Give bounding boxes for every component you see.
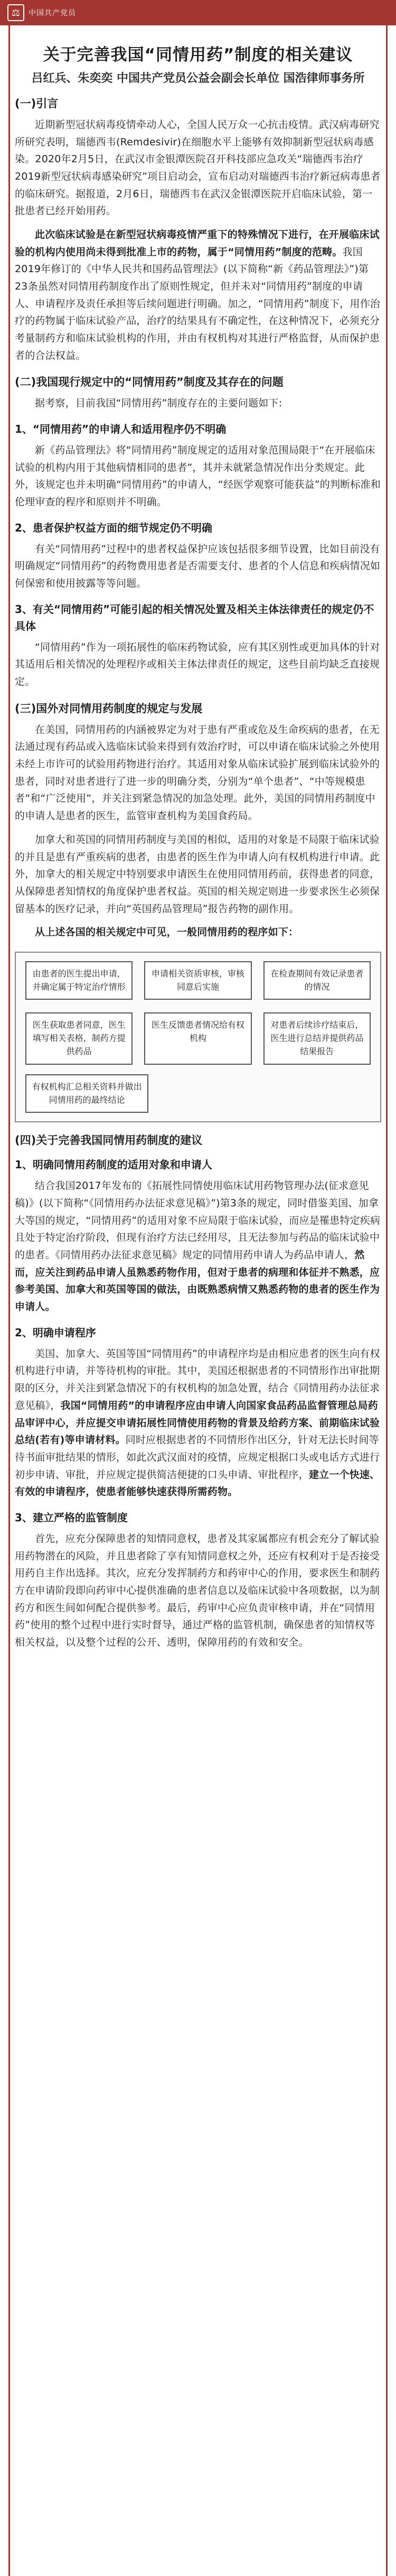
section-heading-suggestions: (四)关于完善我国同情用药制度的建议 <box>15 1134 203 1147</box>
intro-paragraph-1: 近期新型冠状病毒疫情牵动人心，全国人民万众一心抗击疫情。武汉病毒研究所研究表明，瑞德西韦(Remdesivir)在细胞水平上能够有效抑制新型冠状病毒感染。2020年2月5日，在武汉市金银潭医院召开科技部应急攻关“瑞德西韦治疗2019新型冠状病毒感染研究”项目启动会，宣布启动对瑞德西韦治疗新冠病毒患者的临床研究。据报道，2月6日，瑞德西韦在武汉金银潭医院开启临床试验，第一批患者已经开始用药。 <box>15 119 381 217</box>
section-heading-foreign: (三)国外对同情用药制度的规定与发展 <box>15 702 203 715</box>
intro-bold-text: 此次临床试验是在新型冠状病毒疫情严重下的特殊情况下进行，在开展临床试验的机构内使用尚未得到批准上市的药物，属于“同情用药”制度的范畴。 <box>15 229 380 258</box>
article <box>15 33 381 2569</box>
section-heading-intro: (一)引言 <box>15 97 59 110</box>
suggestion-3-heading: 3、建立严格的监管制度 <box>15 1511 128 1524</box>
left-border <box>8 25 10 2576</box>
problems-intro: 据考察，目前我国“同情用药”制度存在的主要问题如下: <box>35 397 282 410</box>
problem-3-heading: 3、有关“同情用药”可能引起的相关情况处置及相关主体法律责任的规定仍不具体 <box>15 602 374 633</box>
suggestion-2-text <box>15 1345 381 1501</box>
suggestion-2-bold-2: 建立一个快速、有效的申请程序，使患者能够快速获得所需药物。 <box>15 1468 380 1498</box>
section-heading-problems: (二)我国现行规定中的“同情用药”制度及其存在的问题 <box>15 376 284 389</box>
right-border <box>386 25 388 2576</box>
article-authors: 吕红兵、朱奕奕 中国共产党员公益会副会长单位 国浩律师事务所 <box>31 72 365 85</box>
article-title: 关于完善我国“同情用药”制度的相关建议 <box>43 45 353 64</box>
problem-3-text: “同情用药”作为一项拓展性的临床药物试验，应有其区别性或更加具体的针对其适用后相关情况的处理程序或相关主体法律责任的规定，这些目前均缺乏直接规定。 <box>15 641 380 688</box>
foreign-bold-text: 从上述各国的相关规定中可见，一般同情用药的程序如下： <box>35 926 299 938</box>
suggestion-2-heading: 2、明确申请程序 <box>15 1326 96 1339</box>
header-band <box>0 0 396 25</box>
problem-2-text: 有关“同情用药”过程中的患者权益保护应该包括很多细节设置，比如目前没有明确规定“同情用药”的药物费用患者是否需要支付、患者的个人信息和疾病情况如何保密和使用披露等等问题。 <box>15 543 381 590</box>
foreign-paragraph-1: 在美国，同情用药的内涵被界定为对于患有严重或危及生命疾病的患者，在无法通过现有药品或入选临床试验来得到有效治疗时，可以申请在临床试验之外使用未经上市许可的试验用药物进行治疗。其适用对象从临床试验扩展到临床试验外的患者，同时对患者进行了进一步的明确分类，分别为“单个患者”、“中等规模患者”和“广泛使用”，并关注到紧急情况的加急处理。此外，美国的同情用药制度中的申请人是患者的医生，监管审查机构为美国食药局。 <box>15 723 380 822</box>
header-logo <box>7 4 76 21</box>
flow-step-consent: 医生获取患者同意，医生填写相关表格，制药方提供药品 <box>25 1012 133 1064</box>
flow-step-record: 在检查期间有效记录患者的情况 <box>263 961 371 1000</box>
suggestion-1-text <box>15 1177 381 1315</box>
problem-1-heading: 1、“同情用药”的申请人和适用程序仍不明确 <box>15 423 227 436</box>
flow-step-report: 对患者后续诊疗结束后，医生进行总结并提供药品结果报告 <box>263 1012 371 1064</box>
suggestion-1-heading: 1、明确同情用药制度的适用对象和申请人 <box>15 1158 212 1171</box>
intro-rest-text: 我国2019年修订的《中华人民共和国药品管理法》(以下简称“新《药品管理法》”)第23条虽然对同情用药制度作出了原则性规定，但并未对“同情用药”制度的申请人、申请程序及责任承担等后续问题进行明确。加之，“同情用药”制度下，用作治疗的药物属于临床试验产品，治疗的结果具有不确定性，在这种情况下，必须充分考量制药方和临床试验机构的作用，并由有权机构对其进行严格监督，从而保护患者的合法权益。 <box>15 246 381 361</box>
flow-step-feedback: 医生反馈患者情况给有权机构 <box>144 1012 251 1064</box>
flow-step-apply: 由患者的医生提出申请，并确定属于特定治疗情形 <box>25 961 133 1000</box>
problem-2-heading: 2、患者保护权益方面的细节规定仍不明确 <box>15 521 212 534</box>
suggestion-1-pre: 结合我国2017年发布的《拓展性同情使用临床试用药物管理办法(征求意见稿)》(以下简称“《同情用药办法征求意见稿》”)第3条的规定，同时借鉴美国、加拿大等国的规定，“同情用药”的适用对象不应局限于临床试验，而应是罹患特定疾病且处于特定治疗阶段，但现有治疗方法已经用尽，且无法参加与药品的临床试验中的患者。《同情用药办法征求意见稿》规定的同情用药申请人为药品申请人， <box>15 1180 381 1261</box>
foreign-paragraph-2: 加拿大和英国的同情用药制度与美国的相似，适用的对象是不局限于临床试验的并且是患有严重疾病的患者，由患者的医生作为申请人向有权机构进行申请。此外，加拿大的相关规定中特别要求申请医生在使用同情用药前，获得患者的同意，从保障患者知情权的角度保护患者权益。英国的相关规定则进一步要求医生必须保留基本的医疗记录，并向“英国药品管理局”报告药物的副作用。 <box>15 833 380 915</box>
flow-step-review: 申请相关资质审核，审核同意后实施 <box>144 961 251 1000</box>
scale-icon: ⚖ <box>7 4 24 21</box>
suggestion-2-bold: 我国“同情用药”的申请程序应由申请人向国家食品药品监督管理总局药品审评中心，并应提交申请拓展性同情使用药物的背景及给药方案、前期临床试验总结(若有)等申请材料。 <box>15 1399 380 1446</box>
problem-1-text: 新《药品管理法》将“同情用药”制度规定的适用对象范围局限于“在开展临床试验的机构内用于其他病情相同的患者”，其并未就紧急情况作出分类规定。此外，该规定也并未明确“同情用药”的申请人，“经医学观察可能获益”的判断标准和伦理审查的程序和原则并不明确。 <box>15 444 381 508</box>
suggestion-2-pre: 美国、加拿大、英国等国“同情用药”的申请程序均是由相应患者的医生向有权机构进行申请，并等待机构的审批。其中，美国还根据患者的不同情形作出审批期限的区分，并关注到紧急情况下的有权机构的加急处置，结合《同情用药办法征求意见稿》， <box>15 1347 380 1411</box>
intro-paragraph-2 <box>15 226 381 364</box>
suggestion-1-bold: 然而，应关注到药品申请人虽熟悉药物作用，但对于患者的病理和体征并不熟悉，应参考美国、加拿大和英国等国的做法，由既熟悉病情又熟悉药物的患者的医生作为申请人。 <box>15 1249 380 1313</box>
foreign-paragraph-3 <box>15 924 381 941</box>
procedure-flowchart <box>15 952 381 1123</box>
suggestion-3-text: 首先，应充分保障患者的知情同意权，患者及其家属都应有机会充分了解试验用药物潜在的风险，并且患者除了享有知情同意权之外，还应有权利对于是否接受用药自主作出选择。其次，应充分发挥制药方和药审中心的作用，要求医生和制药方在申请阶段即向药审中心提供准确的患者信息以及临床试验中各项数据，以为制药方和医生间如何配合提供参考。最后，药审中心应负责审核申请，并在“同情用药”使用的整个过程中进行实时督导，通过严格的监管机制，确保患者的知情权等相关权益，以及整个过程的公开、透明，保障用药的有效和安全。 <box>15 1532 380 1648</box>
flow-step-conclusion: 有权机构汇总相关资料并做出同情用药的最终结论 <box>25 1074 148 1113</box>
suggestion-2-rest: 同时应根据患者的不同情形作出区分，针对无法长时间等待书面审批结果的情形，如此次武汉面对的疫情，应规定根据口头或电话方式进行初步申请、审批，并应规定提供简洁便捷的口头申请、审批程序， <box>15 1434 380 1481</box>
logo-text: 中国共产党员 <box>29 9 76 17</box>
